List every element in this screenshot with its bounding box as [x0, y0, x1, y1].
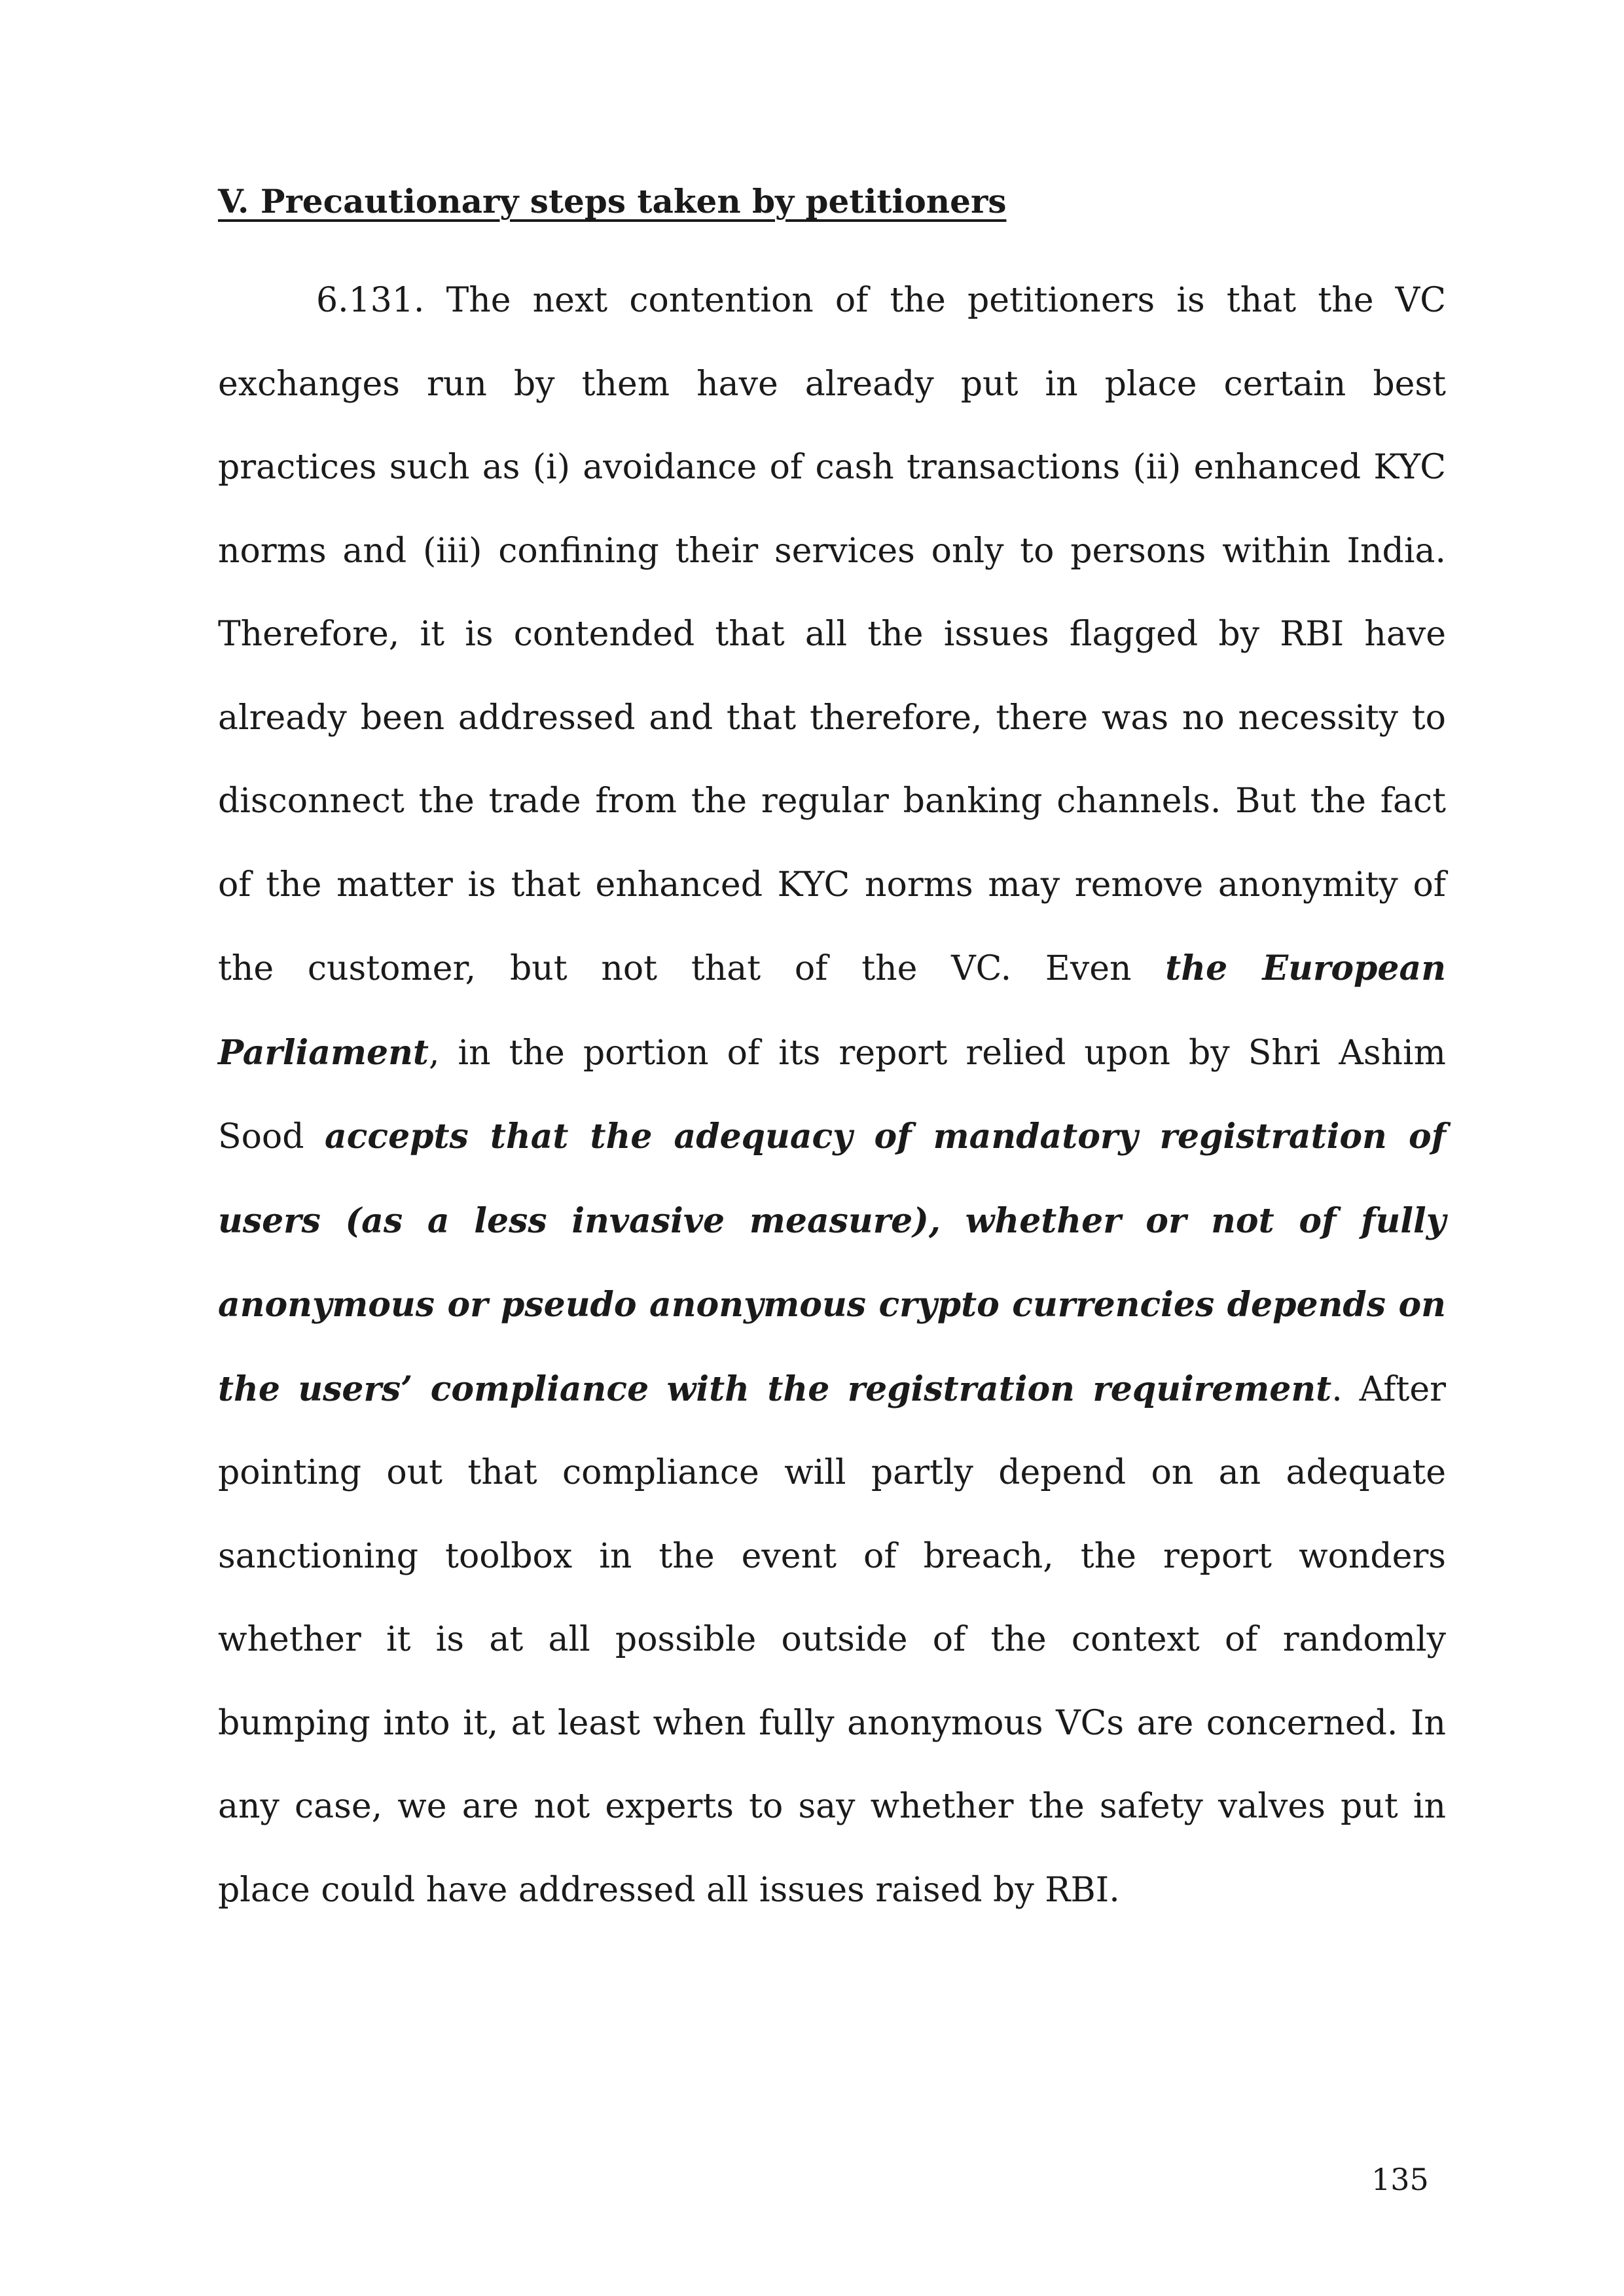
emphasis-quoted-finding: accepts that the adequacy of mandatory registration of users (as a less invasive measure), whether or not of fully anonymous or pseudo anonymous crypto currencies depends on the users’ compliance with the registration requirement [218, 1117, 1446, 1409]
document-page [218, 175, 1446, 1932]
paragraph-text: . After pointing out that compliance will partly depend on an adequate sanctioning toolbox in the event of breach, the report wonders whether it is at all possible outside of the context of randomly bumping into it, at least when fully anonymous VCs are concerned. In any case, we are not experts to say whether the safety valves put in place could have addressed all issues raised by RBI. [218, 1369, 1446, 1910]
page-number: 135 [1371, 2162, 1429, 2197]
paragraph-text: , in the portion of its report relied upon by Shri Ashim Sood [218, 1033, 1446, 1157]
section-heading: V. Precautionary steps taken by petitioners [218, 182, 1007, 221]
emphasis-european-parliament: the European Parliament [218, 948, 1446, 1073]
paragraph-text: 6.131. The next contention of the petitioners is that the VC exchanges run by them have already put in place certain best practices such as (i) avoidance of cash transactions (ii) enhanced KYC norms and (iii) confining their services only to persons within India. Therefore, it is contended that all the issues flagged by RBI have already been addressed and that therefore, there was no necessity to disconnect the trade from the regular banking channels. But the fact of the matter is that enhanced KYC norms may remove anonymity of the customer, but not that of the VC. Even [218, 281, 1446, 988]
body-paragraph [218, 259, 1446, 1932]
